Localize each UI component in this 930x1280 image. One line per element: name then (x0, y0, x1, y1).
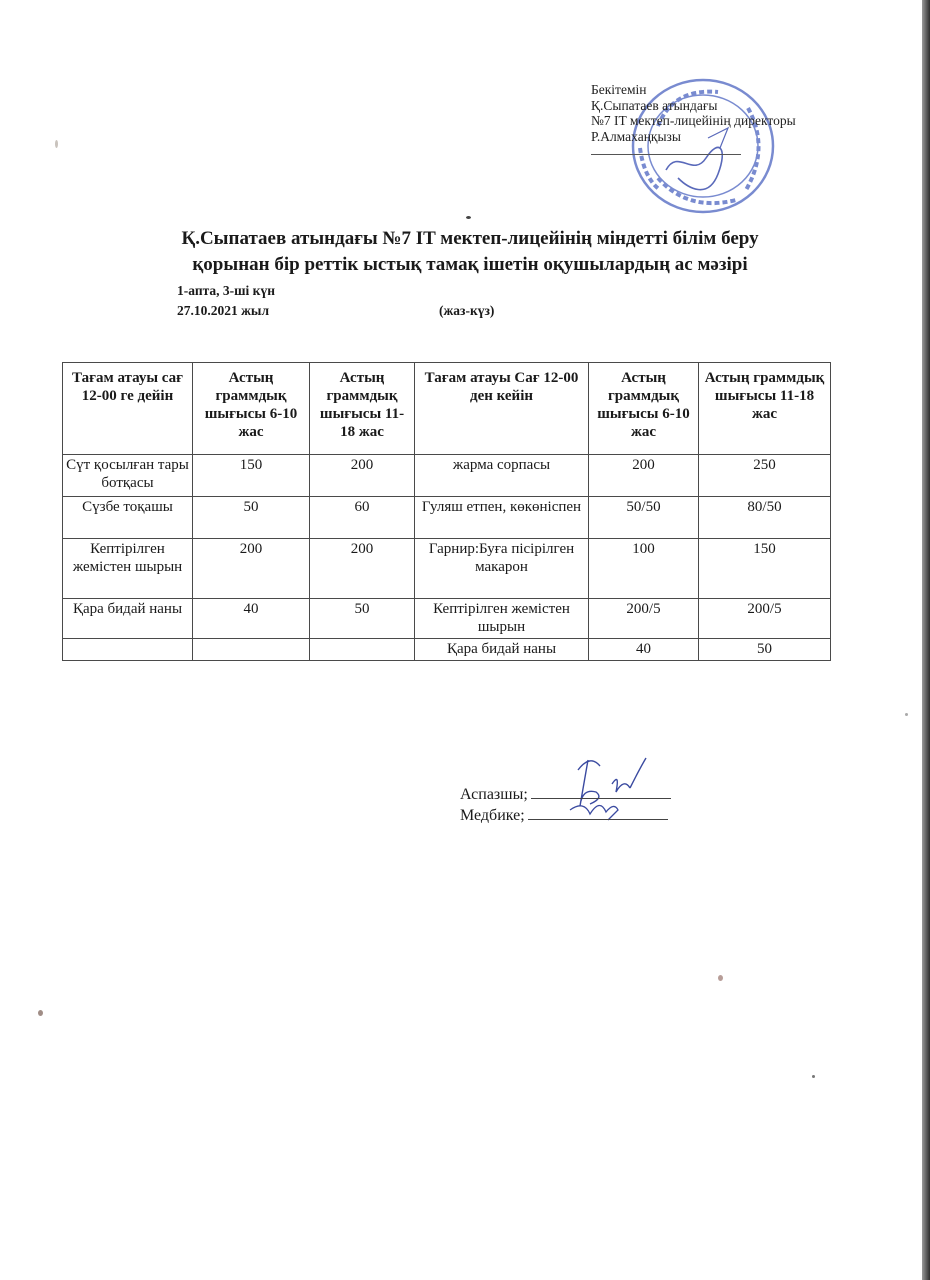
approval-line-approved: Бекітемін (591, 82, 647, 97)
cell-dish: Қара бидай наны (415, 639, 589, 661)
scan-speck (718, 975, 723, 981)
week-day: 1-апта, 3-ші күн (177, 283, 275, 298)
approval-line-school-name: Қ.Сыпатаев атындағы (591, 97, 718, 113)
header-dish-before-noon: Тағам атауы сағ 12-00 ге дейін (63, 363, 193, 455)
cook-signature-line (531, 784, 671, 799)
approval-block (591, 82, 891, 155)
cell-grams: 200 (310, 539, 415, 599)
cell-grams: 150 (699, 539, 831, 599)
cell-grams: 50/50 (589, 497, 699, 539)
cell-grams: 250 (699, 455, 831, 497)
approval-line-director-title: №7 IT мектеп-лицейінің директоры (591, 113, 796, 128)
cell-grams (310, 639, 415, 661)
nurse-signature-line (528, 805, 668, 820)
table-row (63, 639, 831, 661)
header-dish-after-noon: Тағам атауы Сағ 12-00 ден кейін (415, 363, 589, 455)
cell-dish: Гуляш етпен, көкөніспен (415, 497, 589, 539)
cell-dish: Сүт қосылған тары ботқасы (63, 455, 193, 497)
header-grams-6-10-after: Астың граммдық шығысы 6-10 жас (589, 363, 699, 455)
cell-dish: Кептірілген жемістен шырын (415, 599, 589, 639)
cell-grams: 200 (589, 455, 699, 497)
cell-grams: 80/50 (699, 497, 831, 539)
cell-grams: 200/5 (699, 599, 831, 639)
menu-date: 27.10.2021 жыл (177, 303, 270, 318)
cell-dish: Сүзбе тоқашы (63, 497, 193, 539)
cell-dish: жарма сорпасы (415, 455, 589, 497)
header-grams-11-18-before: Астың граммдық шығысы 11-18 жас (310, 363, 415, 455)
scan-speck (38, 1010, 43, 1016)
table-row (63, 599, 831, 639)
menu-meta (177, 281, 495, 321)
document-title (0, 226, 930, 278)
table-row (63, 539, 831, 599)
header-grams-11-18-after: Астың граммдық шығысы 11-18 жас (699, 363, 831, 455)
header-grams-6-10-before: Астың граммдық шығысы 6-10 жас (193, 363, 310, 455)
cell-grams: 40 (193, 599, 310, 639)
cell-grams: 50 (310, 599, 415, 639)
title-line-1: Қ.Сыпатаев атындағы №7 IT мектеп-лицейінің міндетті білім беру (181, 228, 759, 249)
cell-dish: Қара бидай наны (63, 599, 193, 639)
cell-grams: 150 (193, 455, 310, 497)
season: (жаз-күз) (439, 303, 495, 318)
table-header-row (63, 363, 831, 455)
approval-line-director-name: Р.Алмахаңқызы (591, 128, 681, 144)
table-row (63, 497, 831, 539)
cell-grams: 200 (310, 455, 415, 497)
scan-speck (905, 713, 908, 716)
cell-dish: Гарнир:Буға пісірілген макарон (415, 539, 589, 599)
cell-grams: 60 (310, 497, 415, 539)
cell-grams: 200/5 (589, 599, 699, 639)
cell-grams: 40 (589, 639, 699, 661)
nurse-signature-row (460, 805, 671, 826)
title-line-2: қорынан бір реттік ыстық тамақ ішетін оқушылардың ас мәзірі (192, 254, 748, 275)
cell-grams (193, 639, 310, 661)
cell-dish (63, 639, 193, 661)
cell-grams: 200 (193, 539, 310, 599)
scan-speck (466, 216, 471, 219)
menu-table (62, 362, 831, 661)
approval-signature-line (591, 154, 741, 155)
cell-grams: 50 (193, 497, 310, 539)
cook-signature-row (460, 784, 671, 805)
scan-edge-shadow (922, 0, 930, 1280)
cook-label: Аспазшы; (460, 786, 528, 803)
signatures-block (460, 784, 671, 826)
scan-speck (812, 1075, 815, 1078)
cell-grams: 50 (699, 639, 831, 661)
cell-dish: Кептірілген жемістен шырын (63, 539, 193, 599)
nurse-label: Медбике; (460, 807, 525, 824)
cell-grams: 100 (589, 539, 699, 599)
table-row (63, 455, 831, 497)
scan-speck (55, 140, 58, 148)
